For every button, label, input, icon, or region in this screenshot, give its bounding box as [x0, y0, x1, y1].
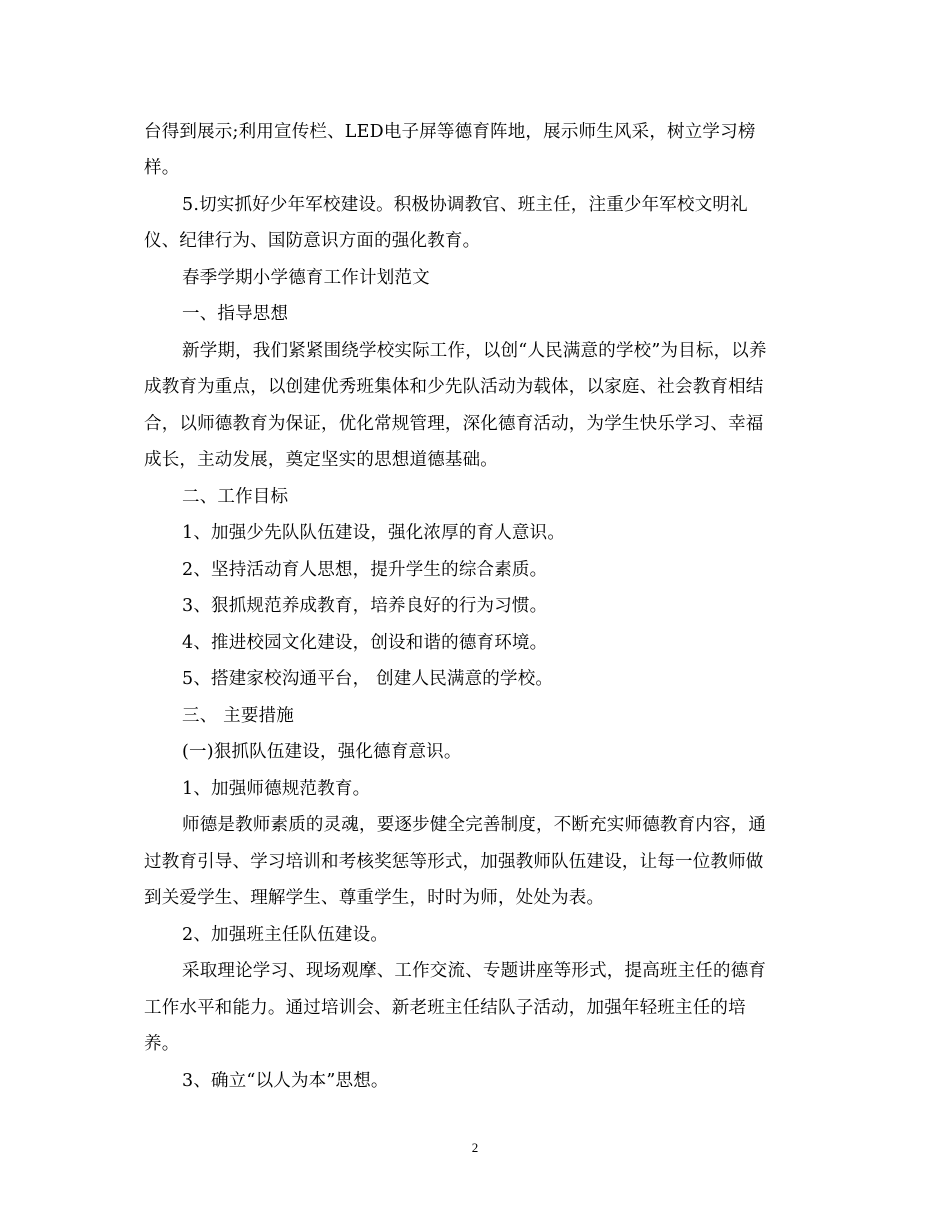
- list-item: 1、加强师德规范教育。: [182, 779, 371, 799]
- text-line: 工作水平和能力。通过培训会、新老班主任结队子活动，加强年轻班主任的培: [144, 998, 746, 1018]
- section-heading: 二、工作目标: [182, 487, 289, 507]
- text-line: 仪、纪律行为、国防意识方面的强化教育。: [144, 231, 481, 251]
- list-item: 3、狠抓规范养成教育，培养良好的行为习惯。: [182, 596, 548, 616]
- section-heading: 一、指导思想: [182, 304, 289, 324]
- section-title: 春季学期小学德育工作计划范文: [182, 268, 430, 288]
- list-item: 1、加强少先队队伍建设，强化浓厚的育人意识。: [182, 523, 566, 543]
- list-item: 2、加强班主任队伍建设。: [182, 925, 389, 945]
- list-item: 3、确立“以人为本”思想。: [182, 1071, 389, 1091]
- text-line: 样。: [144, 158, 180, 178]
- list-item: 4、推进校园文化建设，创设和谐的德育环境。: [182, 633, 548, 653]
- subsection-heading: (一)狠抓队伍建设，强化德育意识。: [182, 742, 462, 762]
- page-number: 2: [471, 1140, 479, 1155]
- text-line: 成长，主动发展，奠定坚实的思想道德基础。: [144, 450, 498, 470]
- section-heading: 三、 主要措施: [182, 706, 294, 726]
- list-item: 5、搭建家校沟通平台， 创建人民满意的学校。: [182, 669, 554, 689]
- text-line: 师德是教师素质的灵魂，要逐步健全完善制度，不断充实师德教育内容，通: [182, 815, 767, 835]
- text-line: 养。: [144, 1034, 180, 1054]
- text-line: 过教育引导、学习培训和考核奖惩等形式，加强教师队伍建设，让每一位教师做: [144, 852, 764, 872]
- text-line: 到关爱学生、理解学生、尊重学生，时时为师，处处为表。: [144, 888, 605, 908]
- text-line: 台得到展示;利用宣传栏、LED电子屏等德育阵地，展示师生风采，树立学习榜: [144, 122, 756, 142]
- text-line: 新学期，我们紧紧围绕学校实际工作，以创“人民满意的学校”为目标，以养: [182, 341, 767, 361]
- list-item: 2、坚持活动育人思想，提升学生的综合素质。: [182, 560, 548, 580]
- text-line: 成教育为重点，以创建优秀班集体和少先队活动为载体，以家庭、社会教育相结: [144, 377, 764, 397]
- text-line: 采取理论学习、现场观摩、工作交流、专题讲座等形式，提高班主任的德育: [182, 961, 767, 981]
- text-line: 合，以师德教育为保证，优化常规管理，深化德育活动，为学生快乐学习、幸福: [144, 414, 764, 434]
- text-line: 5.切实抓好少年军校建设。积极协调教官、班主任，注重少年军校文明礼: [182, 195, 748, 215]
